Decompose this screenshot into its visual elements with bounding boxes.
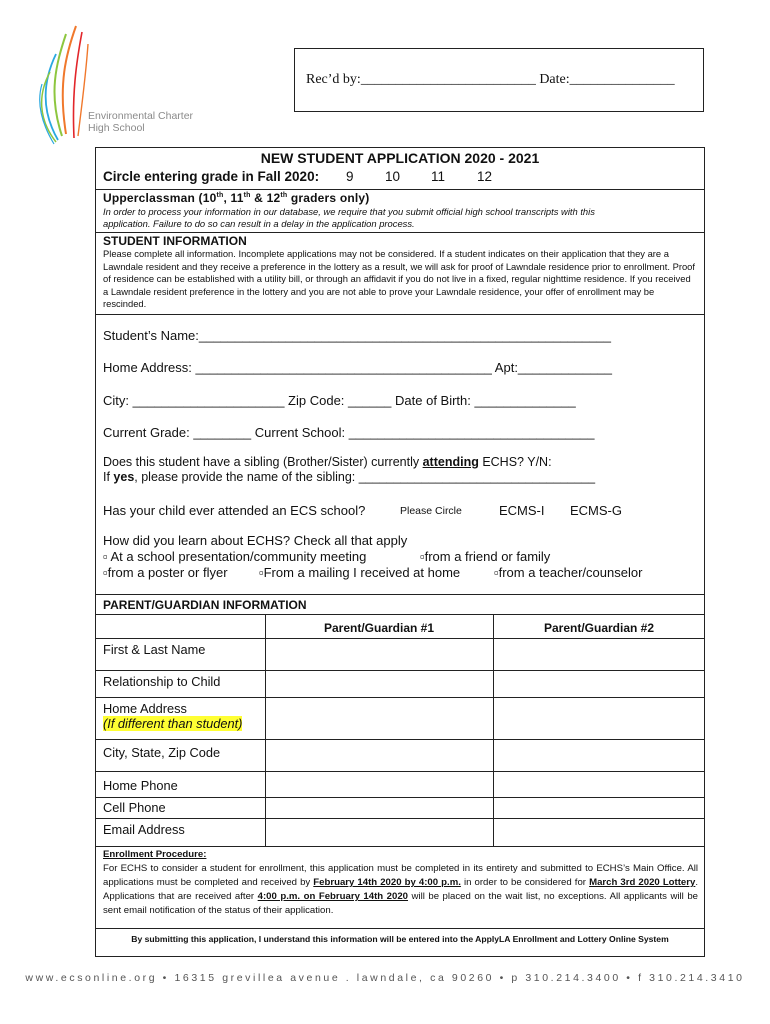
checkbox-school-presentation[interactable]: ▫ At a school presentation/community meeting bbox=[103, 549, 367, 564]
grade-school-field[interactable]: Current Grade: ________ Current School: __________________________________ bbox=[103, 425, 595, 440]
guardian-2-relationship-input[interactable] bbox=[494, 671, 704, 696]
learn-question: How did you learn about ECHS? Check all that apply bbox=[103, 533, 408, 548]
form-title: NEW STUDENT APPLICATION 2020 - 2021 bbox=[260, 150, 540, 166]
grade-label: Circle entering grade in Fall 2020: bbox=[103, 169, 320, 184]
guardian-1-relationship-input[interactable] bbox=[266, 671, 492, 696]
home-address-field[interactable]: Home Address: _________________________________________ Apt:_____________ bbox=[103, 360, 612, 375]
city-zip-dob-field[interactable]: City: _____________________ Zip Code: ______ Date of Birth: ______________ bbox=[103, 393, 576, 408]
row-label-home-address: Home Address bbox=[103, 701, 187, 716]
guardian-1-address-input[interactable] bbox=[266, 698, 492, 738]
divider bbox=[95, 314, 705, 315]
transcript-note-1: In order to process your information in our database, we require that you submit official high school transcripts with this bbox=[103, 206, 595, 217]
checkbox-friend-family[interactable]: ▫from a friend or family bbox=[420, 549, 551, 564]
row-label-cell-phone: Cell Phone bbox=[103, 800, 166, 815]
grade-option-11[interactable]: 11 bbox=[431, 169, 446, 184]
row-label-relationship: Relationship to Child bbox=[103, 674, 221, 689]
divider bbox=[95, 846, 705, 847]
guardian-1-name-input[interactable] bbox=[266, 639, 492, 669]
divider bbox=[95, 614, 705, 615]
enrollment-heading: Enrollment Procedure: bbox=[103, 849, 207, 860]
divider bbox=[95, 818, 705, 819]
please-circle-label: Please Circle bbox=[400, 505, 462, 517]
checkbox-poster-flyer[interactable]: ▫from a poster or flyer bbox=[103, 565, 228, 580]
row-label-if-different: (If different than student) bbox=[103, 716, 243, 731]
student-name-field[interactable]: Student’s Name:_________________________________________________________ bbox=[103, 328, 611, 343]
row-label-home-phone: Home Phone bbox=[103, 778, 178, 793]
student-info-paragraph: Please complete all information. Incomplete applications may not be considered. If a student indicates on their application that they are a Lawndale resident and they receive a preference in the lottery as a result, we will ask for proof of Lawndale residence prior to enrollment. Proof of residence can be established with a utility bill, or through an affidavit if you do not live in a fixed, regular nighttime residence. If you received a Lawndale resident preference in the lottery and you are not able to prove your Lawndale residence, your offer of enrollment may be rescinded. bbox=[103, 248, 695, 310]
logo-text-line1: Environmental Charter bbox=[88, 110, 194, 122]
guardian-2-header: Parent/Guardian #2 bbox=[543, 621, 655, 635]
transcript-note-2: application. Failure to do so can result in a delay in the application process. bbox=[103, 218, 415, 229]
divider bbox=[95, 797, 705, 798]
row-label-city: City, State, Zip Code bbox=[103, 745, 221, 760]
divider bbox=[95, 189, 705, 190]
row-label-name: First & Last Name bbox=[103, 642, 206, 657]
divider bbox=[95, 771, 705, 772]
ecms-g-option[interactable]: ECMS-G bbox=[570, 503, 622, 518]
student-info-heading: STUDENT INFORMATION bbox=[103, 234, 247, 248]
grade-option-9[interactable]: 9 bbox=[346, 169, 354, 184]
guardian-1-header: Parent/Guardian #1 bbox=[323, 621, 435, 635]
checkbox-teacher-counselor[interactable]: ▫from a teacher/counselor bbox=[494, 565, 643, 580]
sibling-question: Does this student have a sibling (Brother/Sister) currently attending ECHS? Y/N: bbox=[103, 455, 552, 469]
school-address-footer: www.ecsonline.org • 16315 grevillea avenue . lawndale, ca 90260 • p 310.214.3400 • f 310.214.3410 bbox=[25, 972, 745, 984]
row-label-email: Email Address bbox=[103, 822, 185, 837]
checkbox-mailing[interactable]: ▫From a mailing I received at home bbox=[259, 565, 461, 580]
guardian-2-name-input[interactable] bbox=[494, 639, 704, 669]
grade-option-10[interactable]: 10 bbox=[385, 169, 401, 184]
ecs-question: Has your child ever attended an ECS school? bbox=[103, 503, 366, 518]
divider bbox=[95, 232, 705, 233]
upperclassman-heading: Upperclassman (10th, 11th & 12th graders only) bbox=[103, 191, 370, 205]
guardian-2-address-input[interactable] bbox=[494, 698, 704, 738]
enrollment-text: For ECHS to consider a student for enrollment, this application must be completed in its entirety and submitted to ECHS’s Main Office. All applications must be completed and received by February 14th 2020 by 4:00 p.m. in order to be considered for March 3rd 2020 Lottery. Applications that are received after 4:00 p.m. on February 14th 2020 will be placed on the wait list, no exceptions. All applicants will be sent email notification of the status of their application. bbox=[103, 863, 699, 916]
received-by-line: Rec’d by:_________________________ Date:_______________ bbox=[306, 72, 675, 87]
divider bbox=[95, 928, 705, 929]
sibling-name-field[interactable]: If yes, please provide the name of the sibling: __________________________________ bbox=[103, 470, 596, 484]
divider bbox=[95, 594, 705, 595]
ecms-i-option[interactable]: ECMS-I bbox=[499, 503, 545, 518]
logo-text-line2: High School bbox=[88, 122, 145, 134]
apply-la-note: By submitting this application, I understand this information will be entered into the ApplyLA Enrollment and Lottery Online System bbox=[131, 934, 669, 944]
enrollment-procedure bbox=[103, 848, 698, 918]
divider bbox=[95, 739, 705, 740]
parent-info-heading: PARENT/GUARDIAN INFORMATION bbox=[103, 598, 307, 612]
grade-option-12[interactable]: 12 bbox=[477, 169, 493, 184]
